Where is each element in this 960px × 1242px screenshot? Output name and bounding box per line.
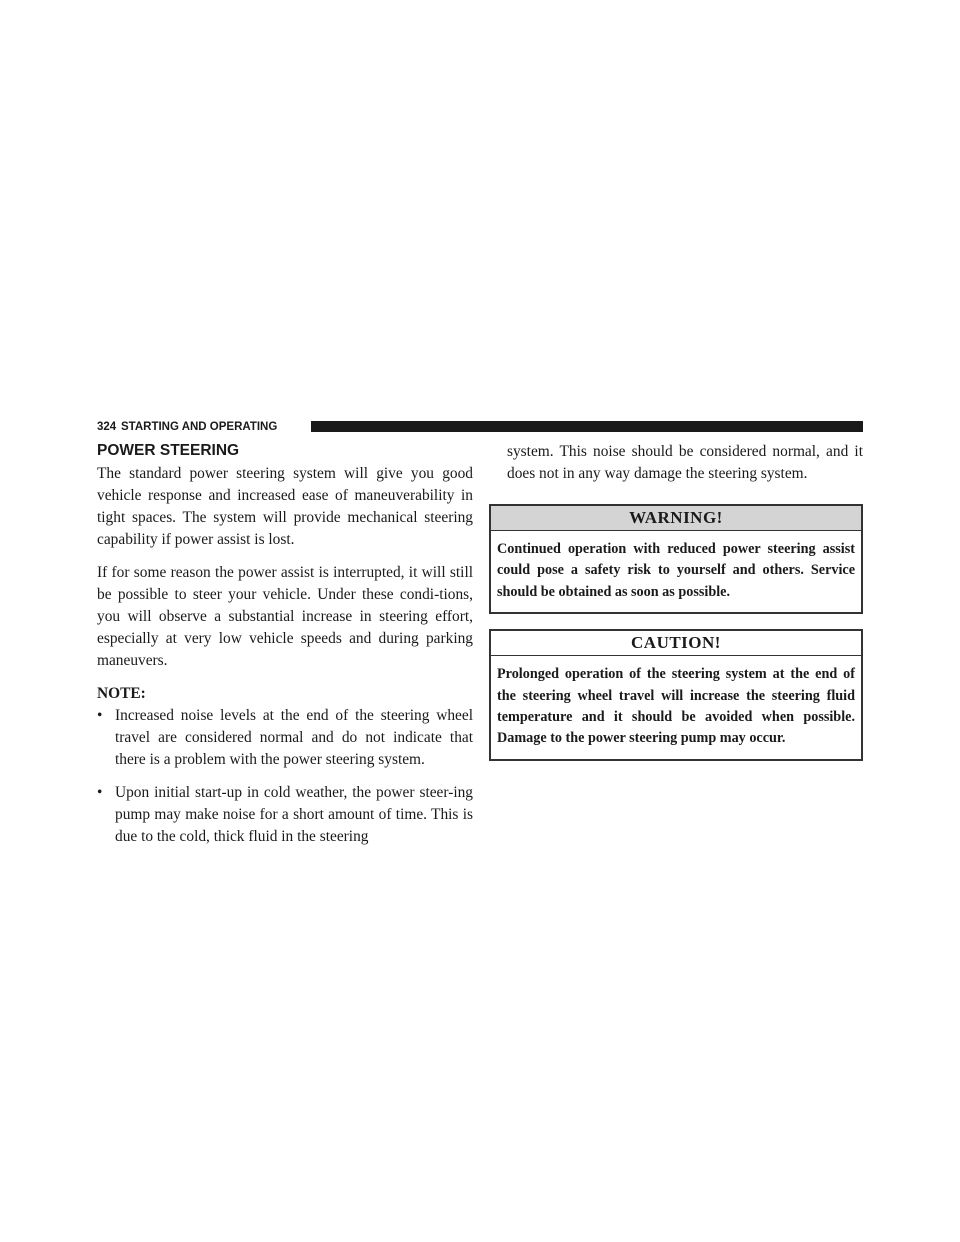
list-item-text: Increased noise levels at the end of the steering wheel travel are considered normal and do not indicate that there is a problem with the power steering system. [115,707,473,768]
caution-body: Prolonged operation of the steering system at the end of the steering wheel travel will increase the steering fluid temperature and it should be avoided when possible. Damage to the power steering pump may occur. [497,666,855,747]
right-column [489,441,863,761]
section-heading: POWER STEERING [97,442,240,459]
section-title: STARTING AND OPERATING [121,421,278,433]
list-item-text: Upon initial start-up in cold weather, the power steer-ing pump may make noise for a short amount of time. This is due to the cold, thick fluid in the steering [115,784,473,845]
warning-title: WARNING! [491,506,861,531]
paragraph: If for some reason the power assist is interrupted, it will still be possible to steer your vehicle. Under these condi-tions, you will observe a substantial increase in steering effort, especially at very low vehicle speeds and during parking maneuvers. [97,564,473,669]
warning-box [489,504,863,614]
header-rule [311,421,863,432]
bullet-icon: • [97,707,103,724]
note-label: NOTE: [97,685,146,702]
caution-title: CAUTION! [491,631,861,656]
list-item [97,782,473,848]
left-column [97,441,473,859]
page-header [97,420,863,434]
page-number: 324 [97,421,117,433]
bullet-icon: • [97,784,103,801]
paragraph: The standard power steering system will give you good vehicle response and increased ease of maneuverability in tight spaces. The system will provide mechanical steering capability if power assist is lost. [97,465,473,548]
list-item [97,705,473,771]
continued-text: system. This noise should be considered normal, and it does not in any way damage the steering system. [507,443,863,482]
caution-box [489,629,863,761]
warning-body: Continued operation with reduced power steering assist could pose a safety risk to yourself and others. Service should be obtained as soon as possible. [497,541,855,600]
